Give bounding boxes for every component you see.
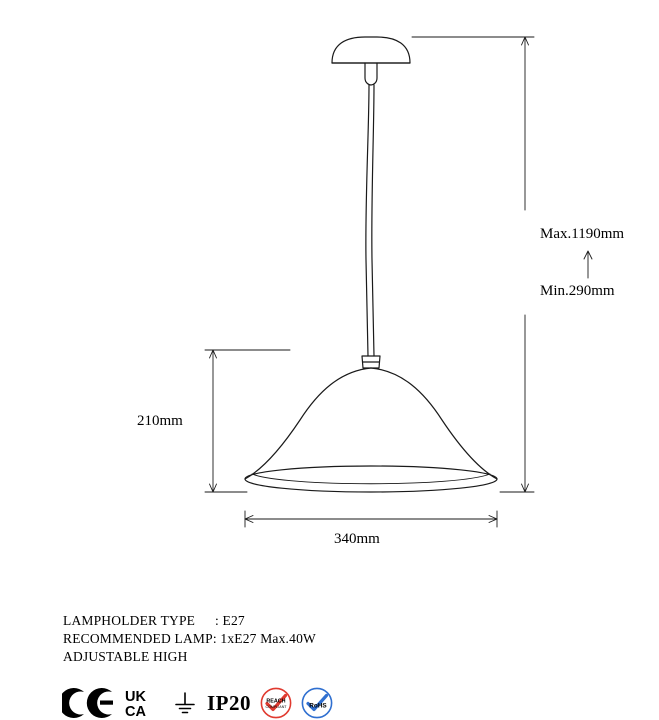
ceiling-canopy-icon [332, 37, 410, 85]
lamp-socket [362, 356, 380, 368]
reach-badge-icon [260, 687, 292, 719]
rohs-badge-icon [301, 687, 333, 719]
earth-ground-icon [172, 688, 198, 718]
spec-label-recommended-lamp: RECOMMENDED LAMP: [63, 631, 217, 646]
reach-text-line2: COMPLIANT [265, 705, 287, 709]
dimension-label-shade-height: 210mm [137, 413, 183, 429]
dimension-label-shade-width: 340mm [334, 531, 380, 547]
spec-row-lampholder [63, 612, 316, 630]
dimension-overall-height [412, 37, 592, 492]
dimension-shade-width [245, 511, 497, 527]
spec-label-lampholder: LAMPHOLDER TYPE [63, 613, 196, 628]
svg-text:UK: UK [125, 689, 146, 705]
dimension-label-min-height: Min.290mm [540, 283, 615, 299]
svg-text:CA: CA [125, 704, 146, 719]
rohs-text: RoHS [309, 702, 327, 710]
reach-text-line1: REACH [266, 698, 286, 705]
ip-rating-label: IP20 [207, 690, 251, 715]
spec-value-lampholder: E27 [222, 613, 245, 628]
lamp-shade [245, 368, 497, 492]
spec-label-adjustable: ADJUSTABLE HIGH [63, 649, 188, 664]
dimension-label-max-height: Max.1190mm [540, 226, 625, 242]
spec-value-recommended-lamp: 1xE27 Max.40W [220, 631, 316, 646]
ukca-mark-icon [125, 687, 163, 719]
suspension-cord [366, 85, 374, 356]
specification-list [63, 612, 316, 666]
spec-row-adjustable [63, 648, 316, 666]
spec-separator-lampholder: : [215, 613, 223, 628]
certification-bar [62, 686, 333, 720]
spec-row-recommended-lamp [63, 630, 316, 648]
ce-mark-icon [62, 688, 116, 718]
